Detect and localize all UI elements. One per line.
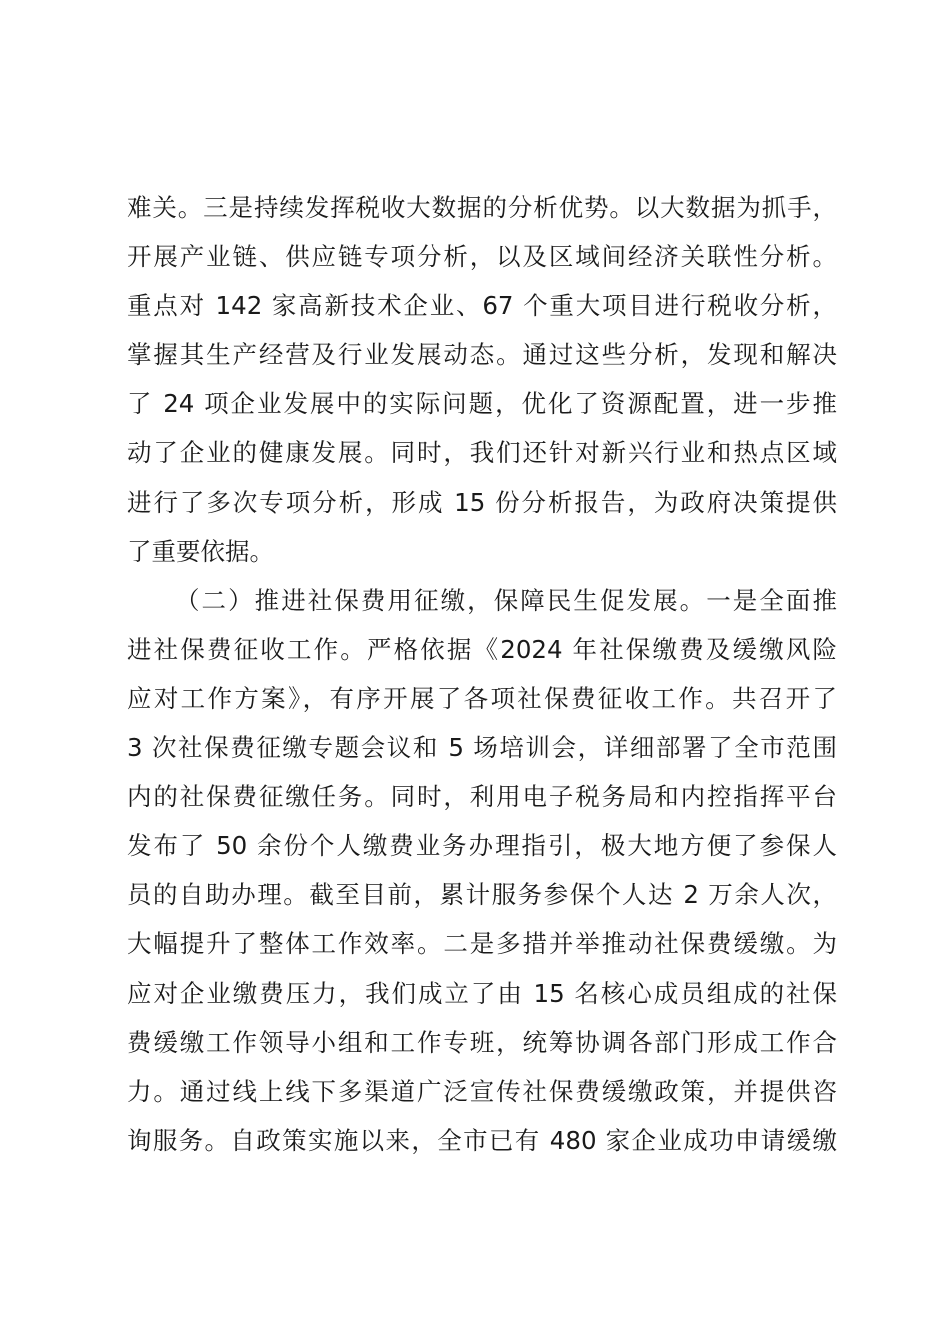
text-line: 大幅提升了整体工作效率。二是多措并举推动社保费缓缴。为 — [127, 929, 837, 959]
body-text — [127, 183, 837, 1165]
text-line: 进行了多次专项分析，形成 15 份分析报告，为政府决策提供 — [127, 487, 837, 517]
text-line: 询服务。自政策实施以来，全市已有 480 家企业成功申请缓缴 — [127, 1125, 837, 1155]
text-line: 了 24 项企业发展中的实际问题，优化了资源配置，进一步推 — [127, 389, 837, 419]
text-line: 进社保费征收工作。严格依据《2024 年社保缴费及缓缴风险 — [127, 634, 837, 664]
text-line: 应对工作方案》，有序开展了各项社保费征收工作。共召开了 — [127, 683, 837, 713]
text-line: 难关。三是持续发挥税收大数据的分析优势。以大数据为抓手， — [127, 193, 837, 222]
text-line: 掌握其生产经营及行业发展动态。通过这些分析，发现和解决 — [127, 340, 837, 370]
text-line: 应对企业缴费压力，我们成立了由 15 名核心成员组成的社保 — [127, 978, 837, 1008]
text-line: 了重要依据。 — [127, 536, 274, 566]
section-heading-line: （二）推进社保费用征缴，保障民生促发展。一是全面推 — [175, 585, 837, 615]
text-line: 费缓缴工作领导小组和工作专班，统筹协调各部门形成工作合 — [127, 1027, 837, 1057]
text-line: 发布了 50 余份个人缴费业务办理指引，极大地方便了参保人 — [127, 831, 837, 861]
text-line: 员的自助办理。截至目前，累计服务参保个人达 2 万余人次， — [127, 880, 837, 910]
text-line: 力。通过线上线下多渠道广泛宣传社保费缓缴政策，并提供咨 — [127, 1076, 837, 1106]
text-line: 重点对 142 家高新技术企业、67 个重大项目进行税收分析， — [127, 291, 837, 321]
text-line: 内的社保费征缴任务。同时，利用电子税务局和内控指挥平台 — [127, 782, 837, 812]
text-line: 开展产业链、供应链专项分析，以及区域间经济关联性分析。 — [127, 242, 837, 272]
text-line: 动了企业的健康发展。同时，我们还针对新兴行业和热点区域 — [127, 438, 837, 468]
text-line: 3 次社保费征缴专题会议和 5 场培训会，详细部署了全市范围 — [127, 733, 837, 763]
